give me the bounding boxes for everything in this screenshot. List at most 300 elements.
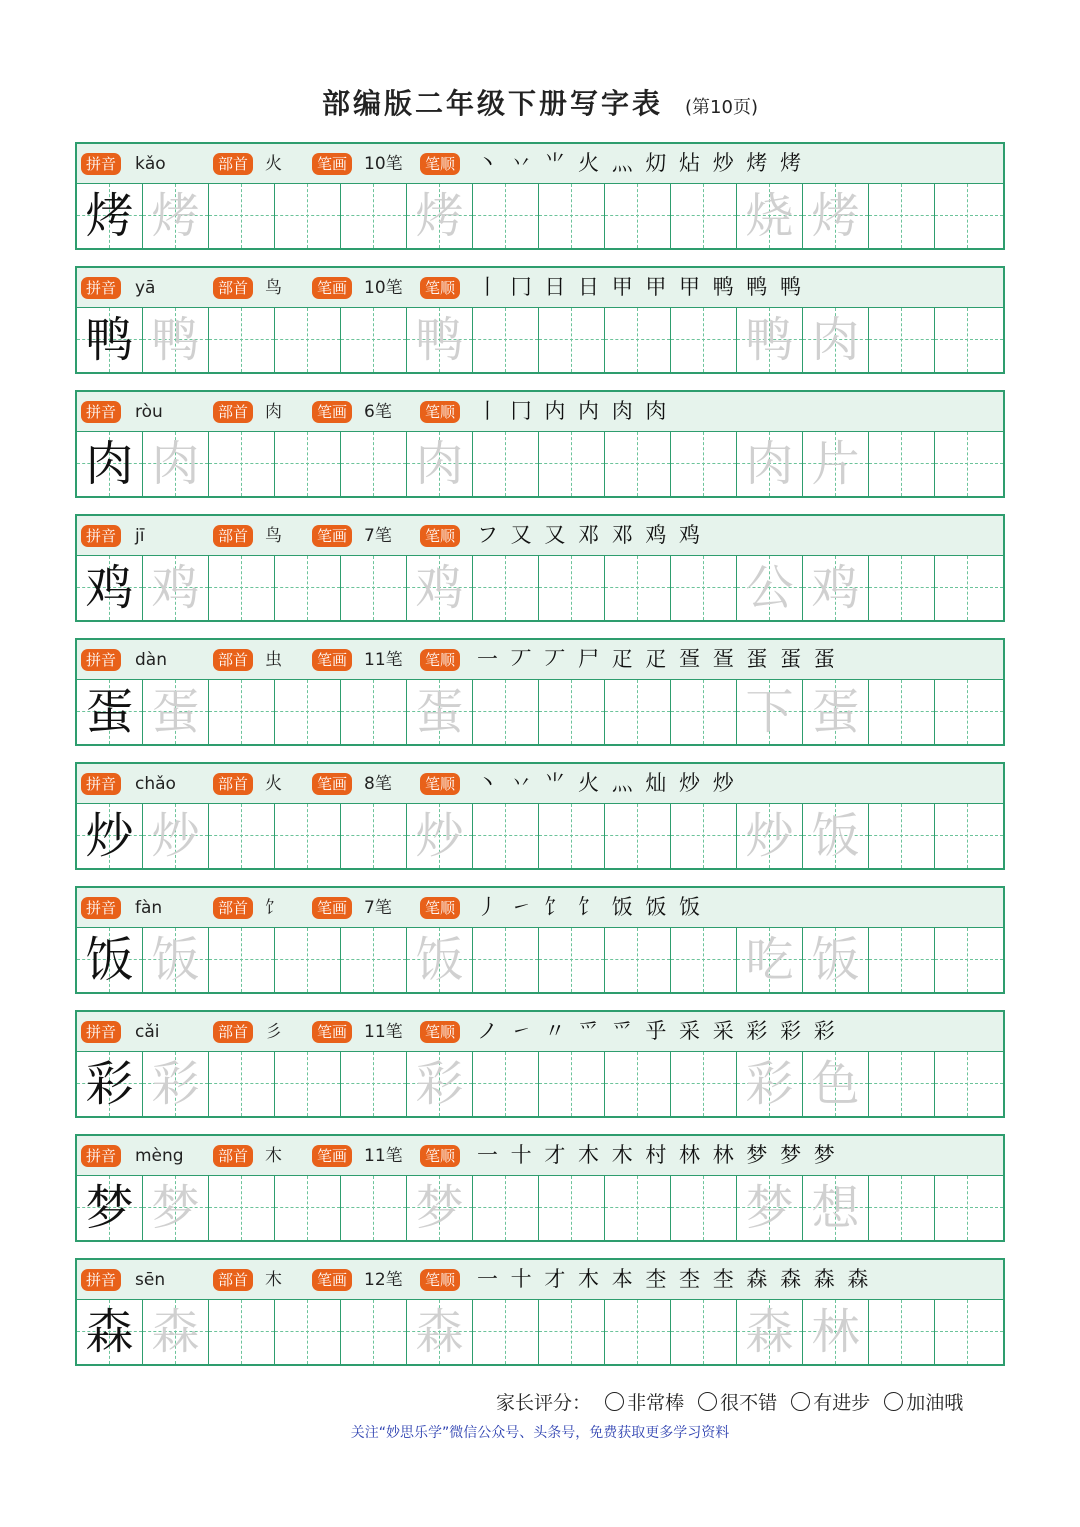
stroke-order-tag: 笔顺 [420,649,460,671]
writing-cell[interactable] [341,1176,407,1240]
pinyin-value: kǎo [135,154,166,174]
pinyin-value: mèng [135,1146,184,1166]
character-block [75,1134,1005,1242]
writing-cell[interactable] [341,680,407,744]
stroke-order-tag: 笔顺 [420,277,460,299]
writing-cell[interactable] [275,432,341,496]
writing-cell[interactable] [605,1300,671,1364]
stroke-order-tag: 笔顺 [420,897,460,919]
writing-cell[interactable] [869,184,935,248]
word-trace-character: 饭 [811,932,860,988]
stroke-order-sequence: 丨 冂 日 日 甲 甲 甲 鸭 鸭 鸭 [477,275,805,299]
writing-cell[interactable] [407,184,473,248]
rating-option-2-label: 有进步 [813,1392,871,1414]
writing-cell[interactable] [605,804,671,868]
writing-cell[interactable] [869,556,935,620]
writing-cell[interactable] [473,680,539,744]
word-trace-character: 下 [745,684,794,740]
writing-cell[interactable] [209,556,275,620]
writing-cell[interactable] [737,556,803,620]
radical-value: 饣 [265,898,282,918]
trace-character: 梦 [415,1180,464,1236]
writing-cell[interactable] [275,680,341,744]
writing-cell[interactable] [275,1176,341,1240]
writing-grid [77,680,1003,744]
character-block [75,1010,1005,1118]
radical-tag: 部首 [213,1145,253,1167]
writing-cell[interactable] [77,1052,143,1116]
writing-cell[interactable] [935,308,1003,372]
pinyin-tag: 拼音 [81,1145,121,1167]
writing-cell[interactable] [605,680,671,744]
writing-cell[interactable] [473,1176,539,1240]
stroke-count-tag: 笔画 [312,897,352,919]
stroke-count-tag: 笔画 [312,1145,352,1167]
writing-cell[interactable] [143,1052,209,1116]
writing-cell[interactable] [737,432,803,496]
radical-value: 虫 [265,650,282,670]
radical-value: 火 [265,774,282,794]
model-character: 饭 [85,932,134,988]
writing-cell[interactable] [143,432,209,496]
writing-grid [77,1300,1003,1364]
character-info-bar [77,1260,1003,1300]
writing-cell[interactable] [77,432,143,496]
trace-character: 森 [415,1304,464,1360]
radical-tag: 部首 [213,649,253,671]
radical-tag: 部首 [213,1269,253,1291]
pinyin-tag: 拼音 [81,525,121,547]
writing-cell[interactable] [209,804,275,868]
character-block [75,762,1005,870]
model-character: 梦 [85,1180,134,1236]
writing-cell[interactable] [935,1300,1003,1364]
writing-cell[interactable] [341,928,407,992]
writing-cell[interactable] [539,556,605,620]
writing-cell[interactable] [671,680,737,744]
writing-cell[interactable] [275,1300,341,1364]
writing-cell[interactable] [539,432,605,496]
stroke-count-tag: 笔画 [312,1269,352,1291]
writing-cell[interactable] [77,1300,143,1364]
rating-option-0-radio[interactable] [605,1392,624,1411]
word-trace-character: 炒 [745,808,794,864]
pinyin-tag: 拼音 [81,773,121,795]
word-trace-character: 色 [811,1056,860,1112]
writing-cell[interactable] [539,1052,605,1116]
character-block [75,390,1005,498]
stroke-count-value: 12笔 [364,1270,403,1290]
writing-cell[interactable] [209,1052,275,1116]
writing-cell[interactable] [407,1176,473,1240]
stroke-order-tag: 笔顺 [420,401,460,423]
writing-cell[interactable] [737,1176,803,1240]
writing-cell[interactable] [341,1052,407,1116]
writing-cell[interactable] [869,1176,935,1240]
writing-cell[interactable] [209,928,275,992]
stroke-count-value: 11笔 [364,1146,403,1166]
character-info-bar [77,888,1003,928]
writing-cell[interactable] [803,1052,869,1116]
writing-grid [77,184,1003,248]
character-block [75,514,1005,622]
trace-character: 梦 [151,1180,200,1236]
trace-character: 饭 [415,932,464,988]
character-info-bar [77,268,1003,308]
writing-cell[interactable] [605,308,671,372]
word-trace-character: 肉 [811,312,860,368]
writing-cell[interactable] [209,308,275,372]
word-trace-character: 饭 [811,808,860,864]
word-trace-character: 片 [811,436,860,492]
writing-cell[interactable] [143,1300,209,1364]
writing-cell[interactable] [671,432,737,496]
trace-character: 鸡 [151,560,200,616]
rating-option-1-label: 很不错 [720,1392,778,1414]
writing-cell[interactable] [473,1052,539,1116]
writing-cell[interactable] [935,928,1003,992]
word-trace-character: 梦 [745,1180,794,1236]
writing-cell[interactable] [473,308,539,372]
writing-cell[interactable] [275,184,341,248]
rating-label: 家长评分： [496,1392,592,1414]
writing-cell[interactable] [473,1300,539,1364]
writing-cell[interactable] [539,184,605,248]
writing-cell[interactable] [341,1300,407,1364]
radical-value: 木 [265,1146,282,1166]
stroke-order-sequence: 丶 丷 ⺌ 火 灬 灿 炒 炒 [477,771,737,795]
radical-tag: 部首 [213,897,253,919]
writing-cell[interactable] [671,928,737,992]
writing-cell[interactable] [803,1176,869,1240]
writing-cell[interactable] [737,680,803,744]
model-character: 蛋 [85,684,134,740]
pinyin-tag: 拼音 [81,649,121,671]
writing-cell[interactable] [143,928,209,992]
writing-cell[interactable] [275,804,341,868]
page-number: (第10页) [685,97,758,118]
character-info-bar [77,516,1003,556]
writing-cell[interactable] [737,1052,803,1116]
stroke-count-tag: 笔画 [312,773,352,795]
writing-cell[interactable] [77,680,143,744]
writing-cell[interactable] [143,804,209,868]
radical-tag: 部首 [213,277,253,299]
writing-cell[interactable] [209,184,275,248]
stroke-order-tag: 笔顺 [420,1021,460,1043]
writing-cell[interactable] [803,556,869,620]
writing-grid [77,308,1003,372]
writing-cell[interactable] [869,308,935,372]
writing-cell[interactable] [539,308,605,372]
model-character: 鸭 [85,312,134,368]
pinyin-value: chǎo [135,774,176,794]
writing-cell[interactable] [77,1176,143,1240]
model-character: 鸡 [85,560,134,616]
writing-cell[interactable] [869,928,935,992]
writing-grid [77,804,1003,868]
writing-cell[interactable] [737,308,803,372]
stroke-order-tag: 笔顺 [420,773,460,795]
stroke-count-tag: 笔画 [312,1021,352,1043]
pinyin-value: jī [135,526,145,546]
writing-cell[interactable] [605,184,671,248]
writing-cell[interactable] [869,432,935,496]
word-trace-character: 肉 [745,436,794,492]
writing-cell[interactable] [341,184,407,248]
writing-cell[interactable] [341,432,407,496]
writing-cell[interactable] [869,680,935,744]
writing-cell[interactable] [737,184,803,248]
writing-cell[interactable] [341,804,407,868]
character-info-bar [77,144,1003,184]
writing-cell[interactable] [737,928,803,992]
writing-cell[interactable] [803,680,869,744]
writing-cell[interactable] [77,184,143,248]
writing-cell[interactable] [605,1176,671,1240]
radical-value: 鸟 [265,278,282,298]
word-trace-character: 想 [811,1180,860,1236]
writing-cell[interactable] [473,184,539,248]
rating-option-2-radio[interactable] [791,1392,810,1411]
writing-cell[interactable] [737,1300,803,1364]
trace-character: 彩 [415,1056,464,1112]
writing-cell[interactable] [209,1300,275,1364]
writing-cell[interactable] [935,184,1003,248]
writing-cell[interactable] [539,804,605,868]
writing-cell[interactable] [407,308,473,372]
radical-value: 木 [265,1270,282,1290]
writing-cell[interactable] [869,1052,935,1116]
model-character: 肉 [85,436,134,492]
stroke-order-sequence: 一 十 才 木 木 村 林 林 梦 梦 梦 [477,1143,838,1167]
writing-cell[interactable] [671,804,737,868]
trace-character: 蛋 [415,684,464,740]
stroke-count-value: 10笔 [364,278,403,298]
writing-cell[interactable] [671,184,737,248]
footer-note: 关注“妙思乐学”微信公众号、头条号，免费获取更多学习资料 [350,1425,730,1441]
character-block [75,266,1005,374]
writing-cell[interactable] [77,928,143,992]
trace-character: 鸭 [151,312,200,368]
stroke-count-tag: 笔画 [312,649,352,671]
trace-character: 烤 [151,188,200,244]
writing-cell[interactable] [803,184,869,248]
writing-cell[interactable] [671,1300,737,1364]
radical-value: 肉 [265,402,282,422]
rating-option-1-radio[interactable] [698,1392,717,1411]
page-title [0,82,1080,122]
writing-cell[interactable] [539,928,605,992]
character-block [75,638,1005,746]
writing-cell[interactable] [473,928,539,992]
writing-cell[interactable] [803,804,869,868]
rating-option-0-label: 非常棒 [627,1392,685,1414]
trace-character: 肉 [151,436,200,492]
writing-cell[interactable] [407,804,473,868]
writing-cell[interactable] [539,680,605,744]
writing-cell[interactable] [935,432,1003,496]
writing-cell[interactable] [77,308,143,372]
writing-cell[interactable] [143,308,209,372]
model-character: 彩 [85,1056,134,1112]
model-character: 炒 [85,808,134,864]
pinyin-value: dàn [135,650,167,670]
pinyin-tag: 拼音 [81,153,121,175]
stroke-count-tag: 笔画 [312,277,352,299]
writing-cell[interactable] [935,1176,1003,1240]
writing-cell[interactable] [605,556,671,620]
character-block [75,886,1005,994]
writing-cell[interactable] [671,1176,737,1240]
writing-cell[interactable] [605,432,671,496]
pinyin-value: sēn [135,1270,166,1290]
trace-character: 森 [151,1304,200,1360]
character-block [75,1258,1005,1366]
stroke-order-sequence: 丿 ㇀ 饣 饣 饭 饭 饭 [477,895,704,919]
writing-cell[interactable] [275,1052,341,1116]
pinyin-value: cǎi [135,1022,160,1042]
writing-cell[interactable] [143,680,209,744]
writing-cell[interactable] [407,432,473,496]
radical-tag: 部首 [213,1021,253,1043]
writing-cell[interactable] [473,804,539,868]
writing-cell[interactable] [407,680,473,744]
word-trace-character: 公 [745,560,794,616]
radical-value: 彡 [265,1022,282,1042]
character-block [75,142,1005,250]
writing-cell[interactable] [407,556,473,620]
stroke-count-tag: 笔画 [312,153,352,175]
stroke-count-value: 11笔 [364,650,403,670]
stroke-order-tag: 笔顺 [420,525,460,547]
writing-cell[interactable] [935,1052,1003,1116]
writing-cell[interactable] [539,1176,605,1240]
stroke-order-tag: 笔顺 [420,1269,460,1291]
writing-grid [77,432,1003,496]
writing-cell[interactable] [935,804,1003,868]
writing-cell[interactable] [341,308,407,372]
stroke-order-sequence: 一 十 才 木 本 杢 杢 杢 森 森 森 森 [477,1267,872,1291]
stroke-count-value: 6笔 [364,402,392,422]
word-trace-character: 鸡 [811,560,860,616]
trace-character: 肉 [415,436,464,492]
stroke-order-sequence: ノ ㇀ 〃 爫 爫 乎 采 采 彩 彩 彩 [477,1019,838,1043]
stroke-order-sequence: 一 丆 丆 尸 疋 疋 疍 疍 蛋 蛋 蛋 [477,647,838,671]
writing-grid [77,1176,1003,1240]
writing-cell[interactable] [869,804,935,868]
word-trace-character: 林 [811,1304,860,1360]
writing-cell[interactable] [407,1300,473,1364]
stroke-count-value: 8笔 [364,774,392,794]
writing-cell[interactable] [209,432,275,496]
writing-cell[interactable] [407,1052,473,1116]
pinyin-tag: 拼音 [81,1021,121,1043]
pinyin-value: fàn [135,898,163,918]
trace-character: 烤 [415,188,464,244]
trace-character: 鸭 [415,312,464,368]
word-trace-character: 烧 [745,188,794,244]
rating-option-3-label: 加油哦 [906,1392,964,1414]
writing-cell[interactable] [539,1300,605,1364]
word-trace-character: 彩 [745,1056,794,1112]
writing-cell[interactable] [407,928,473,992]
writing-cell[interactable] [803,432,869,496]
writing-cell[interactable] [605,1052,671,1116]
writing-cell[interactable] [935,680,1003,744]
stroke-count-tag: 笔画 [312,525,352,547]
writing-cell[interactable] [77,556,143,620]
trace-character: 饭 [151,932,200,988]
character-info-bar [77,1136,1003,1176]
trace-character: 炒 [415,808,464,864]
writing-cell[interactable] [473,432,539,496]
writing-cell[interactable] [341,556,407,620]
stroke-count-value: 10笔 [364,154,403,174]
pinyin-tag: 拼音 [81,401,121,423]
writing-cell[interactable] [143,184,209,248]
model-character: 森 [85,1304,134,1360]
pinyin-tag: 拼音 [81,897,121,919]
writing-cell[interactable] [737,804,803,868]
writing-cell[interactable] [143,556,209,620]
stroke-count-tag: 笔画 [312,401,352,423]
writing-cell[interactable] [671,308,737,372]
pinyin-tag: 拼音 [81,1269,121,1291]
writing-cell[interactable] [605,928,671,992]
trace-character: 鸡 [415,560,464,616]
stroke-count-value: 7笔 [364,898,392,918]
word-trace-character: 蛋 [811,684,860,740]
writing-grid [77,928,1003,992]
writing-grid [77,556,1003,620]
writing-cell[interactable] [143,1176,209,1240]
writing-cell[interactable] [275,556,341,620]
stroke-count-value: 7笔 [364,526,392,546]
pinyin-tag: 拼音 [81,277,121,299]
writing-cell[interactable] [209,680,275,744]
writing-cell[interactable] [935,556,1003,620]
word-trace-character: 鸭 [745,312,794,368]
writing-cell[interactable] [275,308,341,372]
rating-option-3-radio[interactable] [884,1392,903,1411]
writing-cell[interactable] [869,1300,935,1364]
title-text: 部编版二年级下册写字表 [322,87,664,120]
stroke-order-tag: 笔顺 [420,1145,460,1167]
writing-cell[interactable] [473,556,539,620]
writing-cell[interactable] [671,556,737,620]
model-character: 烤 [85,188,134,244]
word-trace-character: 森 [745,1304,794,1360]
radical-tag: 部首 [213,525,253,547]
writing-cell[interactable] [803,1300,869,1364]
writing-cell[interactable] [209,1176,275,1240]
stroke-order-sequence: フ 又 又 邓 邓 鸡 鸡 [477,523,704,547]
writing-cell[interactable] [803,928,869,992]
parent-rating [496,1388,963,1415]
writing-cell[interactable] [671,1052,737,1116]
stroke-order-sequence: 丶 丷 ⺌ 火 灬 灱 炶 炒 烤 烤 [477,151,805,175]
character-info-bar [77,392,1003,432]
writing-cell[interactable] [275,928,341,992]
writing-cell[interactable] [77,804,143,868]
radical-value: 鸟 [265,526,282,546]
radical-tag: 部首 [213,773,253,795]
stroke-count-value: 11笔 [364,1022,403,1042]
radical-tag: 部首 [213,153,253,175]
pinyin-value: yā [135,278,156,298]
writing-cell[interactable] [803,308,869,372]
